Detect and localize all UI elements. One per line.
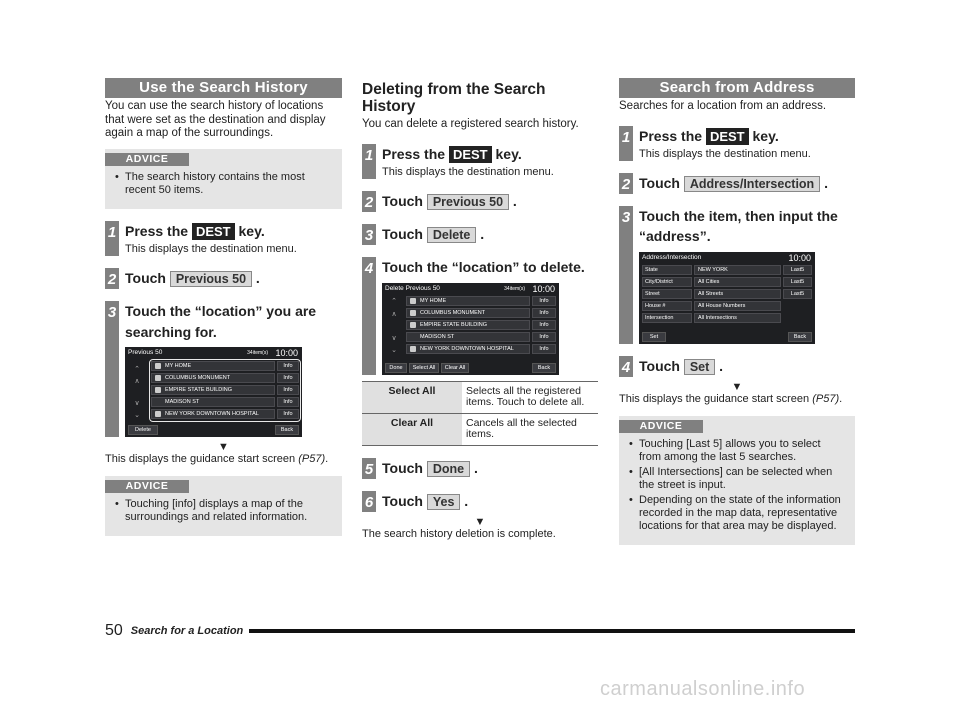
section-banner: Use the Search History xyxy=(105,78,342,98)
list-item: EMPIRE STATE BUILDING xyxy=(406,320,530,330)
step-number: 6 xyxy=(362,491,376,512)
step-number: 4 xyxy=(362,257,376,375)
section-name: Search for a Location xyxy=(130,625,244,637)
advice-box xyxy=(105,149,342,209)
yes-key: Yes xyxy=(427,494,461,510)
table-row xyxy=(362,381,598,413)
address-intersection-key: Address/Intersection xyxy=(684,176,820,192)
previous-50-screen xyxy=(125,347,302,437)
info-button: Info xyxy=(277,373,299,383)
footer-rule xyxy=(249,629,855,633)
list-item: COLUMBUS MONUMENT xyxy=(406,308,530,318)
info-button: Info xyxy=(277,385,299,395)
step-title: Touch Previous 50 . xyxy=(382,192,517,209)
step-2 xyxy=(619,173,855,194)
column-delete-history xyxy=(362,78,598,541)
step-description: This displays the destination menu. xyxy=(639,147,811,160)
clock: 10:00 xyxy=(788,252,811,263)
field-value: All Cities xyxy=(694,277,781,287)
field-value: All Intersections xyxy=(694,313,781,323)
key-name: Clear All xyxy=(362,413,462,445)
info-button: Info xyxy=(532,344,556,354)
done-key: Done xyxy=(427,461,470,477)
step-number: 3 xyxy=(619,206,633,344)
info-button: Info xyxy=(532,320,556,330)
field-label: Intersection xyxy=(642,313,692,323)
key-description: Selects all the registered items. Touch to delete all. xyxy=(462,381,598,413)
step-3 xyxy=(619,206,855,344)
result-text: The search history deletion is complete. xyxy=(362,527,556,540)
step-description: This displays the destination menu. xyxy=(125,242,297,255)
step-number: 4 xyxy=(619,356,633,377)
set-button: Set xyxy=(642,332,666,342)
delete-key: Delete xyxy=(427,227,477,243)
arrow-down-icon: ▼ xyxy=(731,380,743,393)
clear-all-button: Clear All xyxy=(441,363,469,373)
step-3 xyxy=(105,301,342,437)
advice-label: ADVICE xyxy=(105,480,189,493)
field-label: City/District xyxy=(642,277,692,287)
field-label: Street xyxy=(642,289,692,299)
column-search-address xyxy=(619,78,855,545)
set-key: Set xyxy=(684,359,715,375)
list-item: NEW YORK DOWNTOWN HOSPITAL xyxy=(406,344,530,354)
step-description: This displays the destination menu. xyxy=(382,165,554,178)
scroll-top-icon: ⌃ xyxy=(391,297,397,305)
step-title: Touch the “location” to delete. xyxy=(382,258,585,275)
scroll-bottom-icon: ⌄ xyxy=(134,411,140,419)
field-value: All House Numbers xyxy=(694,301,781,311)
screen-title: Address/Intersection xyxy=(642,253,702,261)
field-label: State xyxy=(642,265,692,275)
step-4 xyxy=(362,257,598,375)
scroll-down-icon: ∨ xyxy=(391,334,397,342)
step-number: 1 xyxy=(362,144,376,179)
step-title: Touch Set . xyxy=(639,357,724,374)
list-item: COLUMBUS MONUMENT xyxy=(151,373,275,383)
dest-key: DEST xyxy=(449,146,492,163)
intro-text: Searches for a location from an address. xyxy=(619,100,827,112)
scroll-bottom-icon: ⌄ xyxy=(391,346,397,354)
advice-box xyxy=(619,416,855,545)
field-value: All Streets xyxy=(694,289,781,299)
clock: 10:00 xyxy=(275,347,298,358)
step-number: 5 xyxy=(362,458,376,479)
back-button: Back xyxy=(532,363,556,373)
info-button: Info xyxy=(277,361,299,371)
delete-previous-50-screen xyxy=(382,283,559,375)
dest-key: DEST xyxy=(192,223,235,240)
last5-button: Last5 xyxy=(783,289,812,299)
scroll-up-icon: ∧ xyxy=(391,310,397,318)
step-title: Press the DEST key. xyxy=(639,127,779,144)
advice-item: • The search history contains the most recent 50 items. xyxy=(115,171,332,197)
step-2 xyxy=(105,268,342,289)
step-number: 2 xyxy=(105,268,119,289)
step-1 xyxy=(619,126,855,161)
list-item: EMPIRE STATE BUILDING xyxy=(151,385,275,395)
step-2 xyxy=(362,191,598,212)
list-item: MY HOME xyxy=(406,296,530,306)
list-item: MY HOME xyxy=(151,361,275,371)
step-number: 3 xyxy=(105,301,119,437)
step-title: Touch the item, then input the “address”. xyxy=(639,207,838,244)
advice-item: • Touching [info] displays a map of the surroundings and related information. xyxy=(115,498,332,524)
step-title: Touch Done . xyxy=(382,459,478,476)
key-name: Select All xyxy=(362,381,462,413)
last5-button: Last5 xyxy=(783,277,812,287)
step-number: 2 xyxy=(619,173,633,194)
step-title: Press the DEST key. xyxy=(382,145,522,162)
back-button: Back xyxy=(788,332,812,342)
previous-50-key: Previous 50 xyxy=(170,271,252,287)
list-item: MADISON ST xyxy=(151,397,275,407)
step-title: Touch Address/Intersection . xyxy=(639,174,828,191)
column-search-history xyxy=(105,78,342,536)
section-banner: Search from Address xyxy=(619,78,855,98)
info-button: Info xyxy=(277,409,299,419)
step-title: Touch Previous 50 . xyxy=(125,269,260,286)
field-label: House # xyxy=(642,301,692,311)
back-button: Back xyxy=(275,425,299,435)
step-1 xyxy=(362,144,598,179)
watermark: carmanualsonline.info xyxy=(600,678,806,700)
step-title: Press the DEST key. xyxy=(125,222,265,239)
advice-item: • Touching [Last 5] allows you to select from among the last 5 searches. xyxy=(629,438,845,464)
result-text: This displays the guidance start screen (P57). xyxy=(105,452,329,465)
item-count: 34item(s) xyxy=(504,285,525,292)
advice-label: ADVICE xyxy=(105,153,189,166)
key-description: Cancels all the selected items. xyxy=(462,413,598,445)
result-text: This displays the guidance start screen (P57). xyxy=(619,392,843,405)
step-3 xyxy=(362,224,598,245)
field-value: NEW YORK xyxy=(694,265,781,275)
page-number: 50 xyxy=(105,622,123,639)
step-6 xyxy=(362,491,598,512)
delete-button: Delete xyxy=(128,425,158,435)
table-row xyxy=(362,413,598,445)
advice-item: • Depending on the state of the information recorded in the map data, representative locations for that area may be displayed. xyxy=(629,494,845,533)
item-count: 34item(s) xyxy=(247,349,268,356)
dest-key: DEST xyxy=(706,128,749,145)
info-button: Info xyxy=(277,397,299,407)
step-4 xyxy=(619,356,855,377)
advice-label: ADVICE xyxy=(619,420,703,433)
advice-item: • [All Intersections] can be selected when the street is input. xyxy=(629,466,845,492)
step-title: Touch the “location” you are searching for. xyxy=(125,302,317,340)
section-heading: Deleting from the Search History xyxy=(362,81,546,115)
select-all-button: Select All xyxy=(409,363,439,373)
key-table xyxy=(362,381,598,446)
step-number: 3 xyxy=(362,224,376,245)
step-title: Touch Delete . xyxy=(382,225,485,242)
step-5 xyxy=(362,458,598,479)
advice-box xyxy=(105,476,342,536)
step-number: 1 xyxy=(619,126,633,161)
step-number: 2 xyxy=(362,191,376,212)
arrow-down-icon: ▼ xyxy=(218,440,229,453)
intro-text: You can delete a registered search history. xyxy=(362,118,579,130)
arrow-down-icon: ▼ xyxy=(474,515,486,528)
done-button: Done xyxy=(385,363,407,373)
screen-title: Previous 50 xyxy=(128,348,163,356)
page-footer xyxy=(105,622,855,640)
scroll-down-icon: ∨ xyxy=(134,399,140,407)
info-button: Info xyxy=(532,296,556,306)
step-1 xyxy=(105,221,342,256)
list-item: NEW YORK DOWNTOWN HOSPITAL xyxy=(151,409,275,419)
scroll-top-icon: ⌃ xyxy=(134,365,140,373)
address-intersection-screen xyxy=(639,252,815,344)
scroll-up-icon: ∧ xyxy=(134,377,140,385)
last5-button: Last5 xyxy=(783,265,812,275)
previous-50-key: Previous 50 xyxy=(427,194,509,210)
info-button: Info xyxy=(532,332,556,342)
info-button: Info xyxy=(532,308,556,318)
step-number: 1 xyxy=(105,221,119,256)
intro-text: You can use the search history of locations that were set as the destination and display again a map of the surroundings. xyxy=(105,100,326,139)
list-item: MADISON ST xyxy=(406,332,530,342)
screen-title: Delete Previous 50 xyxy=(385,284,440,292)
step-title: Touch Yes . xyxy=(382,492,469,509)
clock: 10:00 xyxy=(532,283,555,294)
